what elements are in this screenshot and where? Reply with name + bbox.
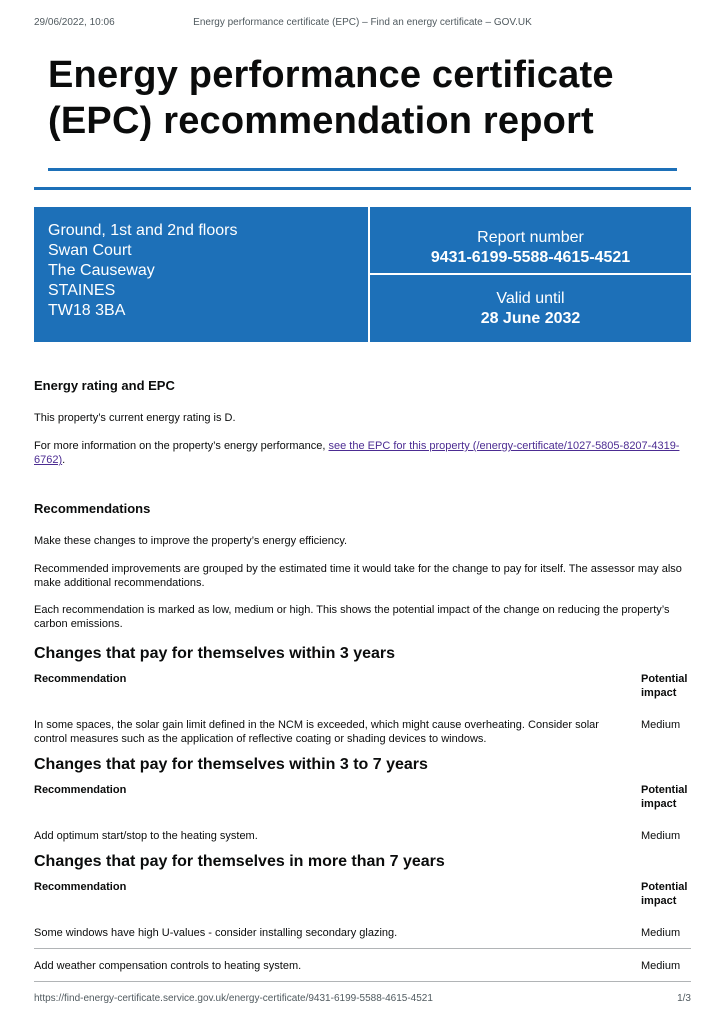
current-rating-text: This property’s current energy rating is D. (34, 412, 236, 424)
title-divider (48, 168, 677, 171)
address-line: TW18 3BA (48, 302, 126, 319)
column-header-potential-impact (641, 783, 701, 811)
impact-value: Medium (641, 830, 681, 842)
column-header-impact-line: Potential (641, 784, 688, 796)
section-divider (34, 187, 691, 190)
address-line: The Causeway (48, 262, 155, 279)
energy-rating-heading: Energy rating and EPC (34, 378, 175, 393)
report-number-label: Report number (477, 229, 584, 246)
epc-link[interactable]: see the EPC for this property (/energy-certificate/1027-5805-8207-4319-6762) (34, 440, 680, 466)
column-header-potential-impact (641, 880, 701, 908)
page-number: 1/3 (677, 993, 691, 1004)
print-footer (34, 993, 691, 1007)
valid-until-cell (370, 289, 691, 329)
more-info-paragraph (34, 439, 694, 467)
column-header-recommendation: Recommendation (34, 881, 127, 893)
group-heading-more-than-7-years: Changes that pay for themselves in more than 7 years (34, 853, 445, 870)
address-line: Swan Court (48, 242, 132, 259)
more-info-suffix: . (62, 454, 66, 466)
address-line: Ground, 1st and 2nd floors (48, 222, 238, 239)
column-header-impact-line: Potential (641, 881, 688, 893)
valid-until-value: 28 June 2032 (480, 310, 581, 327)
column-header-impact-line: Potential (641, 673, 688, 685)
recommendation-text: Some windows have high U-values - consider installing secondary glazing. (34, 927, 398, 939)
column-header-impact-line: impact (641, 687, 677, 699)
column-header-recommendation: Recommendation (34, 784, 127, 796)
group-heading-within-3-years: Changes that pay for themselves within 3 years (34, 645, 396, 662)
more-info-prefix: For more information on the property’s energy performance, (34, 440, 329, 452)
column-header-impact-line: impact (641, 798, 677, 810)
recommendations-grouping-text: Recommended improvements are grouped by the estimated time it would take for the change to pay for itself. The assessor may also make additional recommendations. (34, 563, 682, 589)
column-header-impact-line: impact (641, 895, 677, 907)
print-datetime: 29/06/2022, 10:06 (34, 17, 115, 28)
impact-value: Medium (641, 719, 681, 731)
impact-value: Medium (641, 927, 681, 939)
recommendations-intro: Make these changes to improve the property’s energy efficiency. (34, 535, 348, 547)
address-line: STAINES (48, 282, 116, 299)
table-row-divider (34, 981, 691, 982)
valid-until-label: Valid until (496, 290, 565, 307)
group-heading-3-to-7-years: Changes that pay for themselves within 3 to 7 years (34, 756, 428, 773)
print-url: https://find-energy-certificate.service.gov.uk/energy-certificate/9431-6199-5588-4615-4521 (34, 993, 433, 1004)
column-header-potential-impact (641, 672, 701, 700)
property-address (48, 221, 237, 321)
recommendations-impact-text: Each recommendation is marked as low, medium or high. This shows the potential impact of the change on reducing the property’s carbon emissions. (34, 604, 670, 630)
certificate-summary-box (34, 207, 691, 342)
recommendations-heading: Recommendations (34, 501, 151, 516)
report-number-cell (370, 228, 691, 268)
print-page-title: Energy performance certificate (EPC) – Find an energy certificate – GOV.UK (193, 17, 532, 28)
summary-horizontal-divider (370, 273, 691, 275)
page-title: Energy performance certificate (EPC) recommendation report (48, 54, 614, 142)
recommendation-text: In some spaces, the solar gain limit defined in the NCM is exceeded, which might cause overheating. Consider solar control measures such as the application of reflective coating or shading devices to windows. (34, 719, 599, 745)
table-row-divider (34, 948, 691, 949)
impact-value: Medium (641, 960, 681, 972)
recommendation-text: Add weather compensation controls to heating system. (34, 960, 302, 972)
report-number-value: 9431-6199-5588-4615-4521 (430, 249, 631, 266)
recommendation-text: Add optimum start/stop to the heating system. (34, 830, 258, 842)
column-header-recommendation: Recommendation (34, 673, 127, 685)
print-header (34, 17, 691, 31)
